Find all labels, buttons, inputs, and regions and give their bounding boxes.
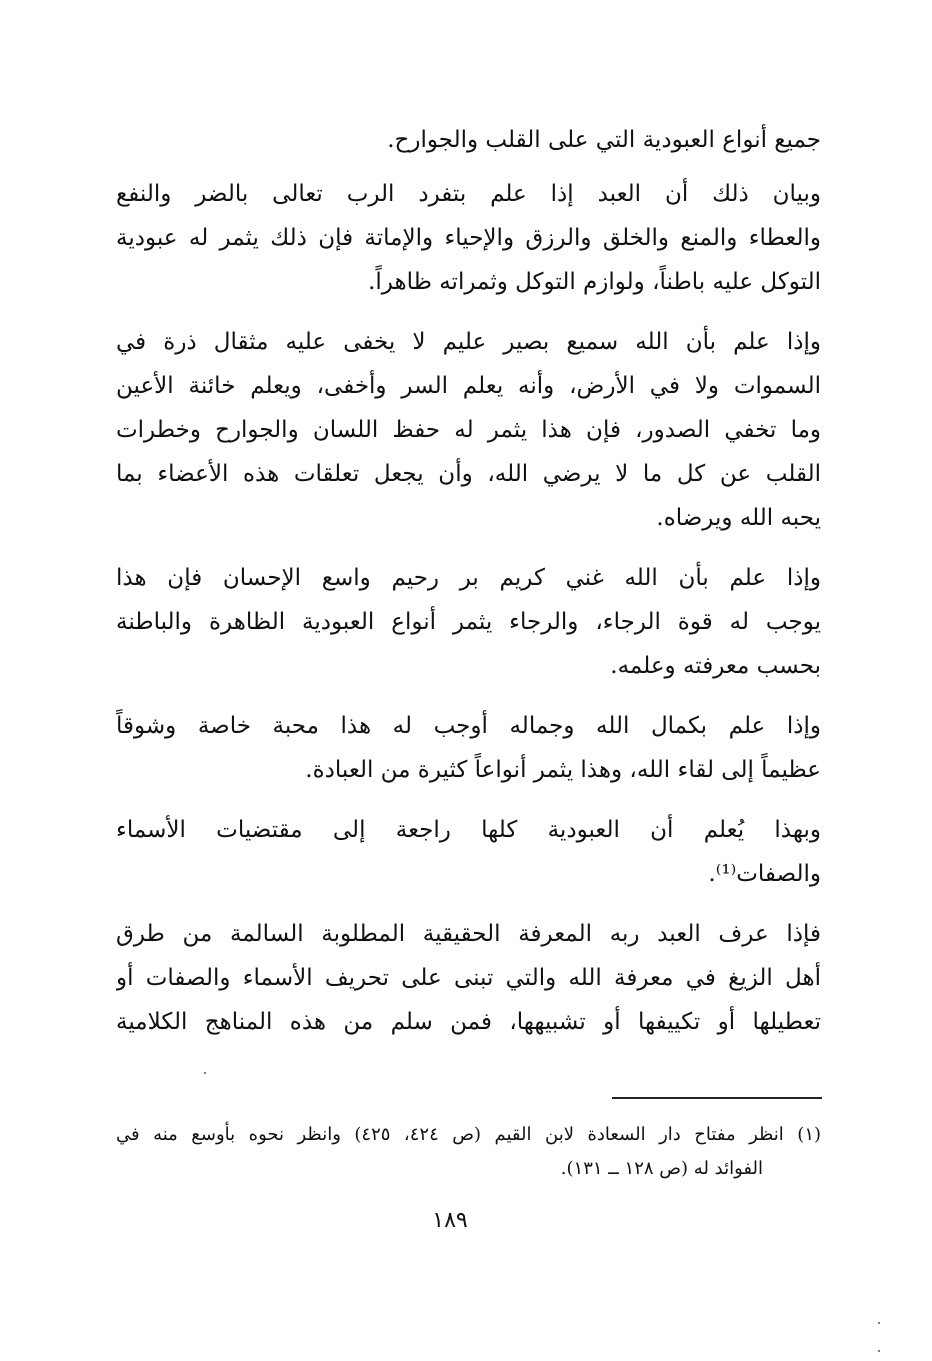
paragraph: [116, 808, 821, 896]
text-line: والعطاء والمنع والخلق والرزق والإحياء والإماتة فإن ذلك يثمر له عبودية: [116, 225, 821, 251]
text-line: وإذا علم بأن الله سميع بصير عليم لا يخفى عليه مثقال ذرة في: [116, 329, 821, 355]
footnote-separator: [612, 1097, 822, 1099]
footnote-line: (١) انظر مفتاح دار السعادة لابن القيم (ص ٤٢٤، ٤٢٥) وانظر نحوه بأوسع منه في: [116, 1124, 821, 1145]
text-line: التوكل عليه باطناً، ولوازم التوكل وثمراته ظاهراً.: [368, 269, 821, 295]
paragraph: [116, 320, 821, 540]
footnote-line: الفوائد له (ص ١٢٨ ــ ١٣١).: [560, 1158, 763, 1179]
text-line: أهل الزيغ في معرفة الله والتي تبنى على تحريف الأسماء والصفات أو: [116, 965, 821, 991]
footnote: [116, 1118, 821, 1186]
text-line: وإذا علم بكمال الله وجماله أوجب له هذا محبة خاصة وشوقاً: [116, 713, 821, 739]
paragraph: [116, 118, 821, 162]
text-line: جميع أنواع العبودية التي على القلب والجوارح.: [387, 127, 821, 153]
paragraph: [116, 172, 821, 304]
page-number: ١٨٩: [432, 1208, 468, 1233]
text-line: تعطيلها أو تكييفها أو تشبيهها، فمن سلم من هذه المناهج الكلامية: [116, 1009, 821, 1035]
text-line: القلب عن كل ما لا يرضي الله، وأن يجعل تعلقات هذه الأعضاء بما: [116, 461, 821, 487]
scan-speck: [878, 1322, 880, 1324]
text-line: وما تخفي الصدور، فإن هذا يثمر له حفظ اللسان والجوارح وخطرات: [116, 417, 821, 443]
scan-speck: [878, 1350, 880, 1352]
text-line: السموات ولا في الأرض، وأنه يعلم السر وأخفى، ويعلم خائنة الأعين: [116, 373, 821, 399]
scan-speck: [204, 1072, 206, 1074]
text-line: عظيماً إلى لقاء الله، وهذا يثمر أنواعاً كثيرة من العبادة.: [305, 757, 821, 783]
paragraph: [116, 556, 821, 688]
main-text: [116, 118, 821, 1060]
text-line: يحبه الله ويرضاه.: [656, 505, 821, 531]
text-line: فإذا عرف العبد ربه المعرفة الحقيقية المطلوبة السالمة من طرق: [116, 921, 821, 947]
text-line: يوجب له قوة الرجاء، والرجاء يثمر أنواع العبودية الظاهرة والباطنة: [116, 609, 821, 635]
text-line: وبيان ذلك أن العبد إذا علم بتفرد الرب تعالى بالضر والنفع: [116, 181, 821, 207]
text-line: بحسب معرفته وعلمه.: [610, 653, 821, 679]
text-line: وإذا علم بأن الله غني كريم بر رحيم واسع الإحسان فإن هذا: [116, 565, 821, 591]
text-line: وبهذا يُعلم أن العبودية كلها راجعة إلى مقتضيات الأسماء: [116, 817, 821, 843]
text-line: والصفات⁽¹⁾.: [708, 861, 821, 887]
paragraph: [116, 912, 821, 1044]
paragraph: [116, 704, 821, 792]
